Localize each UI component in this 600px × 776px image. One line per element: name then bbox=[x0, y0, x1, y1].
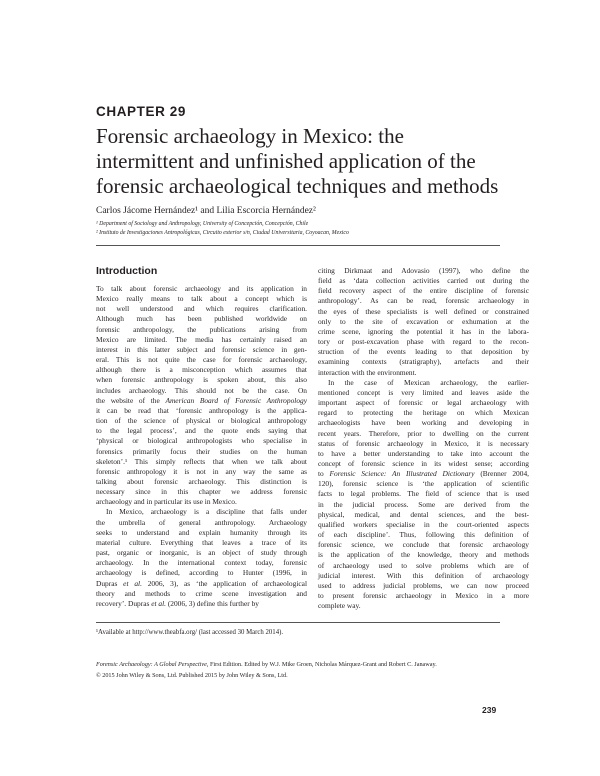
left-column bbox=[96, 284, 307, 609]
text-line: field as ‘data collection activities carried out during the bbox=[318, 276, 529, 286]
page-number: 239 bbox=[482, 705, 497, 715]
text-line: not well understood and which requires clarification. bbox=[96, 304, 307, 314]
text-line: anthropology’. As can be read, forensic archaeology in bbox=[318, 296, 529, 306]
text-line: Mexico really means to talk about a concept which is bbox=[96, 294, 307, 304]
text-line: when forensic anthropology is spoken about, this also bbox=[96, 375, 307, 385]
text-line: includes archaeology. This should not be the case. On bbox=[96, 385, 307, 395]
text-line: physical, medical, and dental sciences, and the best- bbox=[318, 509, 529, 519]
text-line: talking about forensic archaeology. This distinction is bbox=[96, 476, 307, 486]
text-line: skeleton’.¹ This simply reflects that when we talk about bbox=[96, 456, 307, 466]
text-line: citing Dirkmaat and Adovasio (1997), who define the bbox=[318, 266, 529, 275]
text-line: forensic science, we conclude that forensic archaeology bbox=[318, 540, 529, 550]
right-column bbox=[318, 266, 529, 611]
text-line: examining contexts (stratigraphy), artefacts and their bbox=[318, 357, 529, 367]
text-line: forensics primarily focus their studies on the human bbox=[96, 446, 307, 456]
text-line: used to address judicial problems, we can now proceed bbox=[318, 580, 529, 590]
header-divider bbox=[96, 245, 500, 246]
text-line: the umbrella of general anthropology. Archaeology bbox=[96, 517, 307, 527]
text-line: judicial interest. With this definition of archaeology bbox=[318, 570, 529, 580]
text-line: in the judicial process. Some are derived from the bbox=[318, 499, 529, 509]
text-line: is the application of the knowledge, theory and methods bbox=[318, 550, 529, 560]
authors: Carlos Jácome Hernández¹ and Lilia Escorcia Hernández² bbox=[96, 206, 316, 216]
text-line: archaeologists have been working and developing in bbox=[318, 418, 529, 428]
text-line: only to the site of excavation or exhumation at the bbox=[318, 316, 529, 326]
text-line: material culture. Everything that leaves a trace of its bbox=[96, 537, 307, 547]
text-line: status of forensic archaeology in Mexico, it is necessary bbox=[318, 438, 529, 448]
text-line: although there is a misconception which assumes that bbox=[96, 365, 307, 375]
chapter-label: CHAPTER 29 bbox=[96, 104, 187, 119]
text-line: In Mexico, archaeology is a discipline that falls under bbox=[106, 507, 307, 517]
publication-info: Forensic Archaeology: A Global Perspective, First Edition. Edited by W.J. Mike Groen, Nicholas Márquez-Grant and Robert C. Janaway. bbox=[96, 661, 437, 668]
text-line: theory and methods to crime scene investigation and bbox=[96, 588, 307, 598]
text-line: archaeology is defined, according to Hunter (1996, in bbox=[96, 568, 307, 578]
text-line: forensic anthropology it is not in any way the same as bbox=[96, 466, 307, 476]
text-line: facts to legal problems. The field of science that is used bbox=[318, 489, 529, 499]
text-line: the website of the American Board of Forensic Anthropology bbox=[96, 395, 307, 405]
text-line: archaeology and in particular its use in Mexico. bbox=[96, 497, 237, 507]
text-line: past, organic or inorganic, is an object of study through bbox=[96, 548, 307, 558]
text-line: necessary since in this chapter we address forensic bbox=[96, 487, 307, 497]
text-line: seeks to understand and explain humanity through its bbox=[96, 527, 307, 537]
text-line: the eyes of these specialists is well defined or constrained bbox=[318, 306, 529, 316]
text-line: to the legal process’, and the quote ends saying that bbox=[96, 426, 307, 436]
text-line: tory or post-excavation phase with regard to the recon- bbox=[318, 337, 529, 347]
text-line: recent years. Therefore, prior to dwelling on the current bbox=[318, 428, 529, 438]
section-heading: Introduction bbox=[96, 265, 158, 277]
title-line: intermittent and unfinished application of the bbox=[96, 149, 476, 173]
text-line: tion of the science of physical or biological anthropology bbox=[96, 416, 307, 426]
text-line: archaeology. In the international context today, forensic bbox=[96, 558, 307, 568]
text-line: regard to protecting the heritage on which Mexican bbox=[318, 408, 529, 418]
footnote: ¹Available at http://www.theabfa.org/ (last accessed 30 March 2014). bbox=[96, 629, 284, 636]
text-line: 120), forensic science is ‘the application of scientific bbox=[318, 479, 529, 489]
text-line: important aspect of forensic or legal archaeology with bbox=[318, 398, 529, 408]
text-line: crime scene, ignoring the potential it has in the labora- bbox=[318, 326, 529, 336]
text-line: of archaeology used to solve problems which are of bbox=[318, 560, 529, 570]
affiliation-2: ² Instituto de Investigaciones Antropológicas, Circuito exterior s/n, Ciudad Universitaria, Coyoacan, Mexico bbox=[96, 230, 349, 236]
text-line: recovery’. Dupras et al. (2006, 3) define this further by bbox=[96, 598, 259, 608]
text-line: interaction with the environment. bbox=[318, 367, 417, 377]
text-line: struction of the events leading to that deposition by bbox=[318, 347, 529, 357]
text-line: interest in this latter subject and forensic science in gen- bbox=[96, 344, 307, 354]
text-line: In the case of Mexican archaeology, the earlier- bbox=[328, 377, 529, 387]
text-line: ‘physical or biological anthropologists who specialise in bbox=[96, 436, 307, 446]
text-line: complete way. bbox=[318, 601, 361, 611]
text-line: forensic anthropology, the publications arising from bbox=[96, 324, 307, 334]
text-line: concept of forensic science in its widest sense; according bbox=[318, 458, 529, 468]
text-line: To talk about forensic archaeology and its application in bbox=[96, 284, 307, 293]
text-line: to present forensic archaeology in Mexico in a more bbox=[318, 591, 529, 600]
chapter-title bbox=[96, 124, 566, 199]
text-line: to Forensic Science: An Illustrated Dictionary (Brenner 2004, bbox=[318, 469, 529, 479]
affiliation-1: ¹ Department of Sociology and Anthropology, University of Concepción, Concepción, Chile bbox=[96, 221, 309, 227]
text-line: of each discipline’. Thus, following this definition of bbox=[318, 530, 529, 540]
text-line: Dupras et al. 2006, 3), as ‘the application of archaeological bbox=[96, 578, 307, 588]
text-line: qualified workers specialise in the court-oriented aspects bbox=[318, 519, 529, 529]
copyright-info: © 2015 John Wiley & Sons, Ltd. Published 2015 by John Wiley & Sons, Ltd. bbox=[96, 672, 288, 679]
text-line: to have a better understanding to take into account the bbox=[318, 448, 529, 458]
text-line: Although much has been published worldwide on bbox=[96, 314, 307, 324]
text-line: it can be read that ‘forensic anthropology is the applica- bbox=[96, 405, 307, 415]
text-line: Mexico are limited. The media has certainly raised an bbox=[96, 334, 307, 344]
title-line: Forensic archaeology in Mexico: the bbox=[96, 124, 404, 148]
text-line: field recovery aspect of the entire discipline of forensic bbox=[318, 286, 529, 296]
text-line: eral. This is not quite the case for forensic archaeology, bbox=[96, 355, 307, 365]
title-line: forensic archaeological techniques and methods bbox=[96, 174, 499, 198]
text-line: mentioned concept is very limited and leaves aside the bbox=[318, 387, 529, 397]
footnote-divider bbox=[96, 622, 500, 623]
